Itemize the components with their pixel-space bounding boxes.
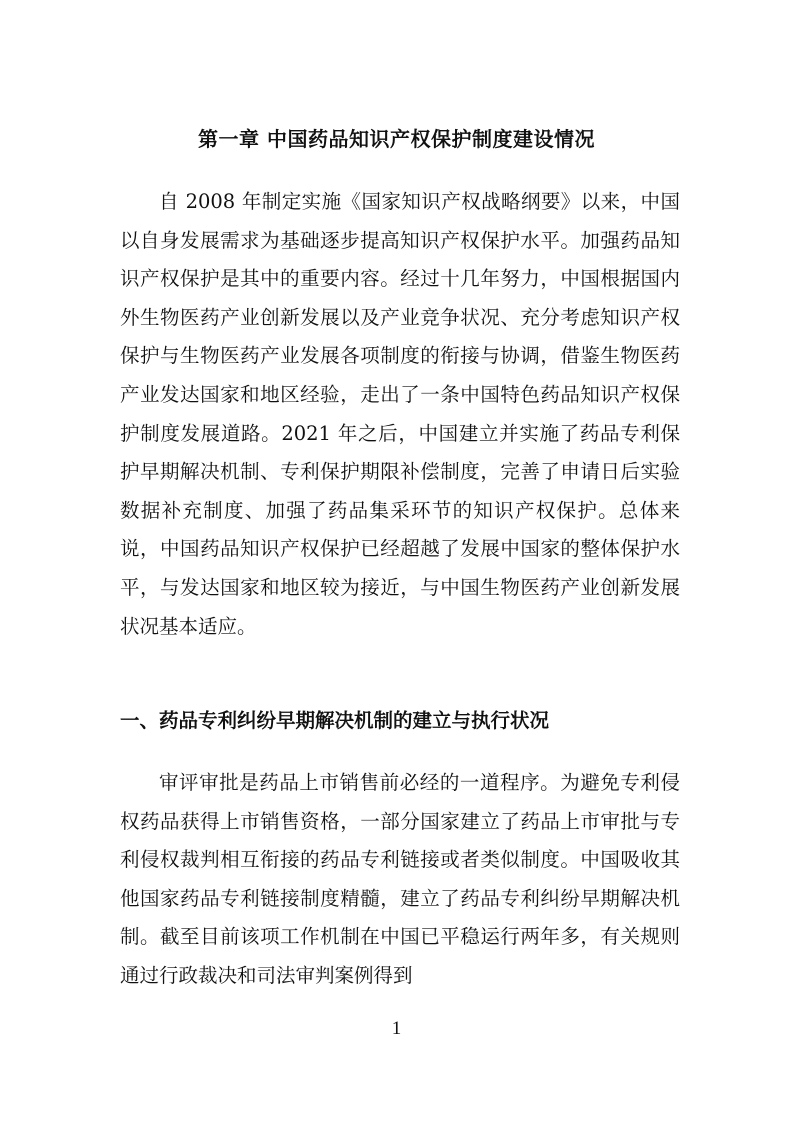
body-paragraph-section-1: 审评审批是药品上市销售前必经的一道程序。为避免专利侵权药品获得上市销售资格，一部分国家建立了药品上市审批与专利侵权裁判相互衔接的药品专利链接或者类似制度。中国吸收其他国家药品专利链接制度精髓，建立了药品专利纠纷早期解决机制。截至目前该项工作机制在中国已平稳运行两年多，有关规则通过行政裁决和司法审判案例得到: [120, 771, 680, 987]
chapter-title: 第一章 中国药品知识产权保护制度建设情况: [198, 127, 595, 151]
body-paragraph-intro: 自 2008 年制定实施《国家知识产权战略纲要》以来，中国以自身发展需求为基础逐步提高知识产权保护水平。加强药品知识产权保护是其中的重要内容。经过十几年努力，中国根据国内外生物医药产业创新发展以及产业竞争状况、充分考虑知识产权保护与生物医药产业发展各项制度的衔接与协调，借鉴生物医药产业发达国家和地区经验，走出了一条中国特色药品知识产权保护制度发展道路。2021 年之后，中国建立并实施了药品专利保护早期解决机制、专利保护期限补偿制度，完善了申请日后实验数据补充制度、加强了药品集采环节的知识产权保护。总体来说，中国药品知识产权保护已经超越了发展中国家的整体保护水平，与发达国家和地区较为接近，与中国生物医药产业创新发展状况基本适应。: [120, 190, 680, 638]
page-number: 1: [391, 1018, 402, 1039]
section-heading: 一、药品专利纠纷早期解决机制的建立与执行状况: [120, 709, 550, 732]
